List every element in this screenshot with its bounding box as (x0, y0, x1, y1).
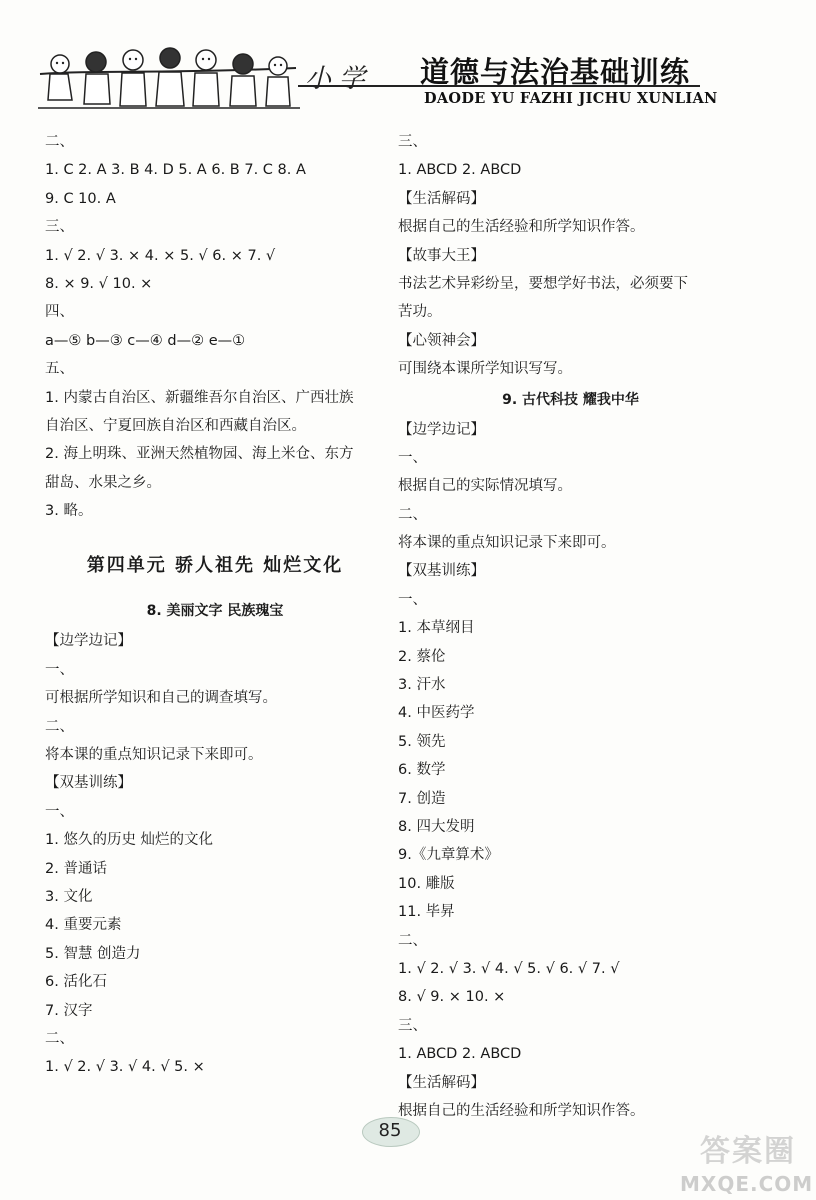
answer-line: 1. √ 2. √ 3. √ 4. √ 5. × (45, 1059, 205, 1076)
answer-line: 【双基训练】 (398, 563, 485, 580)
answer-line: 一、 (398, 449, 427, 466)
watermark-url: MXQE.COM (680, 1172, 814, 1196)
children-tug-of-war-illustration (38, 44, 300, 112)
answer-line: 根据自己的生活经验和所学知识作答。 (398, 219, 645, 236)
answer-line: 二、 (398, 932, 427, 949)
answer-column-left (45, 128, 385, 1082)
answer-line: 7. 汉字 (45, 1002, 93, 1019)
answer-line: 1. 本草纲目 (398, 620, 475, 637)
watermark-logo: 答案圈 (700, 1134, 796, 1169)
answer-line: 一、 (45, 803, 74, 820)
answer-line: 根据自己的实际情况填写。 (398, 478, 572, 495)
page-header (0, 0, 816, 130)
answer-line: 1. ABCD 2. ABCD (398, 1046, 522, 1063)
answer-line: 二、 (45, 718, 74, 735)
answer-column-right (398, 128, 743, 1125)
answer-line: 6. 活化石 (45, 974, 107, 991)
answer-line: 一、 (398, 591, 427, 608)
answer-line: 将本课的重点知识记录下来即可。 (45, 747, 263, 764)
answer-line: 1. C 2. A 3. B 4. D 5. A 6. B 7. C 8. A (45, 162, 306, 179)
answer-line: 甜岛、水果之乡。 (45, 474, 161, 491)
answer-line: 三、 (45, 219, 74, 236)
book-title: 道德与法治基础训练 (420, 55, 691, 89)
answer-line: 10. 雕版 (398, 875, 455, 892)
answer-line: 2. 蔡伦 (398, 648, 446, 665)
answer-line: 二、 (45, 1030, 74, 1047)
answer-line: 将本课的重点知识记录下来即可。 (398, 535, 616, 552)
page-number-badge (362, 1117, 418, 1145)
answer-line: 【心领神会】 (398, 332, 485, 349)
watermark (680, 1122, 814, 1198)
answer-line: 【生活解码】 (398, 190, 485, 207)
answer-line: 五、 (45, 361, 74, 378)
answer-line: 5. 领先 (398, 733, 446, 750)
answer-line: a—⑤ b—③ c—④ d—② e—① (45, 332, 246, 349)
answer-line: 6. 数学 (398, 762, 446, 779)
answer-line: 9.《九章算术》 (398, 847, 499, 864)
answer-line: 苦功。 (398, 304, 442, 321)
answer-line: 【双基训练】 (45, 775, 132, 792)
book-title-pinyin: DAODE YU FAZHI JICHU XUNLIAN (424, 90, 718, 107)
answer-line: 1. 内蒙古自治区、新疆维吾尔自治区、广西壮族 (45, 389, 354, 406)
answer-line: 【边学边记】 (45, 633, 132, 650)
answer-line: 3. 汗水 (398, 677, 446, 694)
answer-line: 2. 普通话 (45, 860, 107, 877)
answer-line: 7. 创造 (398, 790, 446, 807)
answer-line: 一、 (45, 661, 74, 678)
answer-line: 4. 中医药学 (398, 705, 475, 722)
answer-line: 1. 悠久的历史 灿烂的文化 (45, 832, 214, 849)
lesson-heading: 8. 美丽文字 民族瑰宝 (146, 603, 284, 620)
answer-line: 2. 海上明珠、亚洲天然植物园、海上米仓、东方 (45, 446, 354, 463)
answer-line: 8. 四大发明 (398, 818, 475, 835)
header-rule (298, 85, 700, 87)
answer-line: 【生活解码】 (398, 1074, 485, 1091)
answer-line: 1. √ 2. √ 3. × 4. × 5. √ 6. × 7. √ (45, 247, 276, 264)
answer-line: 8. √ 9. × 10. × (398, 989, 506, 1006)
answer-line: 3. 略。 (45, 503, 93, 520)
answer-line: 可根据所学知识和自己的调查填写。 (45, 690, 277, 707)
answer-line: 书法艺术异彩纷呈，要想学好书法，必须要下 (398, 275, 688, 292)
answer-line: 二、 (398, 506, 427, 523)
answer-line: 【边学边记】 (398, 421, 485, 438)
answer-line: 可围绕本课所学知识写写。 (398, 361, 572, 378)
answer-line: 8. × 9. √ 10. × (45, 275, 153, 292)
answer-line: 4. 重要元素 (45, 917, 122, 934)
unit-heading: 第四单元 骄人祖先 灿烂文化 (86, 555, 344, 577)
answer-line: 9. C 10. A (45, 190, 116, 207)
answer-line: 1. √ 2. √ 3. √ 4. √ 5. √ 6. √ 7. √ (398, 960, 620, 977)
answer-line: 自治区、宁夏回族自治区和西藏自治区。 (45, 417, 306, 434)
page-number: 85 (378, 1120, 402, 1141)
answer-line: 3. 文化 (45, 888, 93, 905)
answer-line: 三、 (398, 1017, 427, 1034)
answer-line: 根据自己的生活经验和所学知识作答。 (398, 1102, 645, 1119)
answer-line: 1. ABCD 2. ABCD (398, 162, 522, 179)
answer-line: 三、 (398, 134, 427, 150)
answer-line: 11. 毕昇 (398, 904, 455, 921)
lesson-heading: 9. 古代科技 耀我中华 (502, 391, 639, 408)
answer-line: 四、 (45, 304, 74, 321)
answer-line: 二、 (45, 134, 74, 150)
answer-line: 【故事大王】 (398, 247, 485, 264)
answer-line: 5. 智慧 创造力 (45, 945, 141, 962)
series-label: 小学 (305, 64, 374, 94)
